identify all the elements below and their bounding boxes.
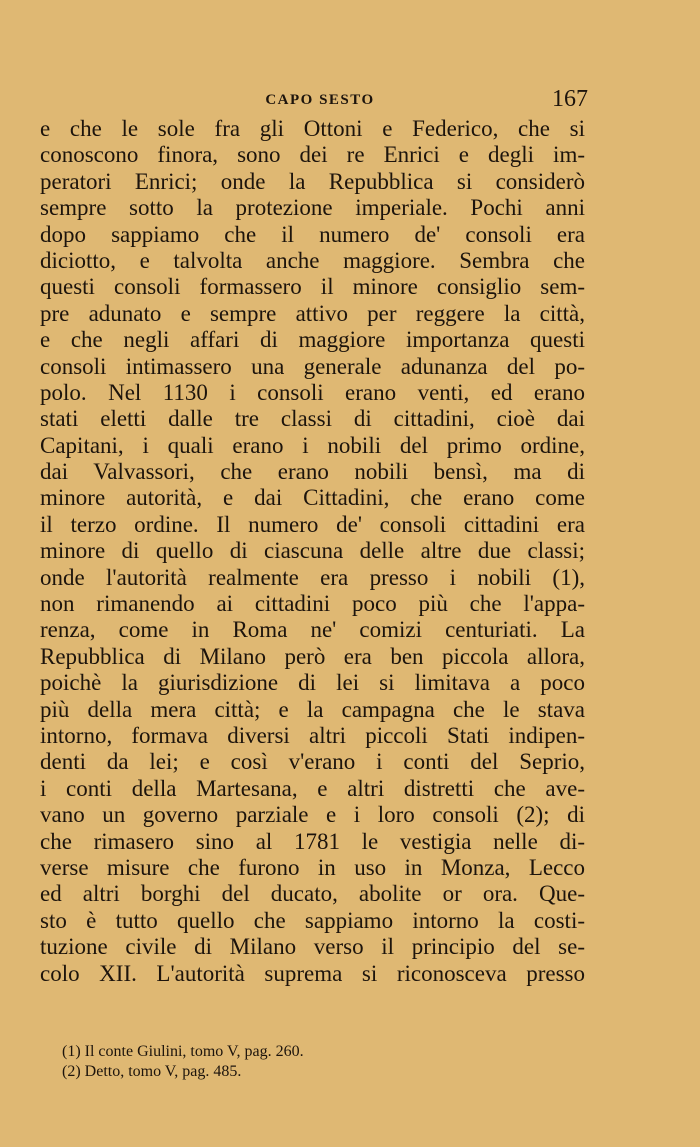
text-line: minore autorità, e dai Cittadini, che erano come: [40, 485, 585, 511]
text-line: non rimanendo ai cittadini poco più che l'appa-: [40, 591, 585, 617]
text-line: e che negli affari di maggiore importanza questi: [40, 327, 585, 353]
text-line: vano un governo parziale e i loro consoli (2); di: [40, 802, 585, 828]
text-line: polo. Nel 1130 i consoli erano venti, ed erano: [40, 379, 585, 405]
page-number: 167: [552, 86, 588, 112]
body-text: [40, 116, 585, 987]
footnote-2: (2) Detto, tomo V, pag. 485.: [62, 1063, 242, 1080]
text-line: dopo sappiamo che il numero de' consoli era: [40, 221, 585, 247]
text-line: Capitani, i quali erano i nobili del primo ordine,: [40, 432, 585, 458]
text-line: colo XII. L'autorità suprema si riconosceva presso: [40, 960, 585, 986]
text-line: il terzo ordine. Il numero de' consoli cittadini era: [40, 511, 585, 537]
text-line: ed altri borghi del ducato, abolite or ora. Que-: [40, 881, 585, 907]
text-line: più della mera città; e la campagna che le stava: [40, 696, 585, 722]
running-head: CAPO SESTO: [265, 92, 375, 108]
text-line: i conti della Martesana, e altri distretti che ave-: [40, 775, 585, 801]
text-line: stati eletti dalle tre classi di cittadini, cioè dai: [40, 406, 585, 432]
page-header: [40, 86, 600, 116]
text-line: onde l'autorità realmente era presso i nobili (1),: [40, 564, 585, 590]
text-line: Repubblica di Milano però era ben piccola allora,: [40, 643, 585, 669]
text-line: pre adunato e sempre attivo per reggere la città,: [40, 300, 585, 326]
footnote-1: (1) Il conte Giulini, tomo V, pag. 260.: [62, 1043, 304, 1060]
text-line: diciotto, e talvolta anche maggiore. Sembra che: [40, 247, 585, 273]
text-line: sempre sotto la protezione imperiale. Pochi anni: [40, 195, 585, 221]
text-line: poichè la giurisdizione di lei si limitava a poco: [40, 670, 585, 696]
text-line: tuzione civile di Milano verso il principio del se-: [40, 934, 585, 960]
footnotes: [62, 1042, 304, 1082]
text-line: che rimasero sino al 1781 le vestigia nelle di-: [40, 828, 585, 854]
text-line: denti da lei; e così v'erano i conti del Seprio,: [40, 749, 585, 775]
text-line: minore di quello di ciascuna delle altre due classi;: [40, 538, 585, 564]
text-line: renza, come in Roma ne' comizi centuriati. La: [40, 617, 585, 643]
text-line: intorno, formava diversi altri piccoli Stati indipen-: [40, 722, 585, 748]
text-line: verse misure che furono in uso in Monza, Lecco: [40, 854, 585, 880]
text-line: dai Valvassori, che erano nobili bensì, ma di: [40, 459, 585, 485]
text-line: sto è tutto quello che sappiamo intorno la costi-: [40, 907, 585, 933]
text-line: peratori Enrici; onde la Repubblica si considerò: [40, 168, 585, 194]
text-line: questi consoli formassero il minore consiglio sem-: [40, 274, 585, 300]
text-line: consoli intimassero una generale adunanza del po-: [40, 353, 585, 379]
text-line: conoscono finora, sono dei re Enrici e degli im-: [40, 142, 585, 168]
text-line: e che le sole fra gli Ottoni e Federico, che si: [40, 116, 585, 141]
